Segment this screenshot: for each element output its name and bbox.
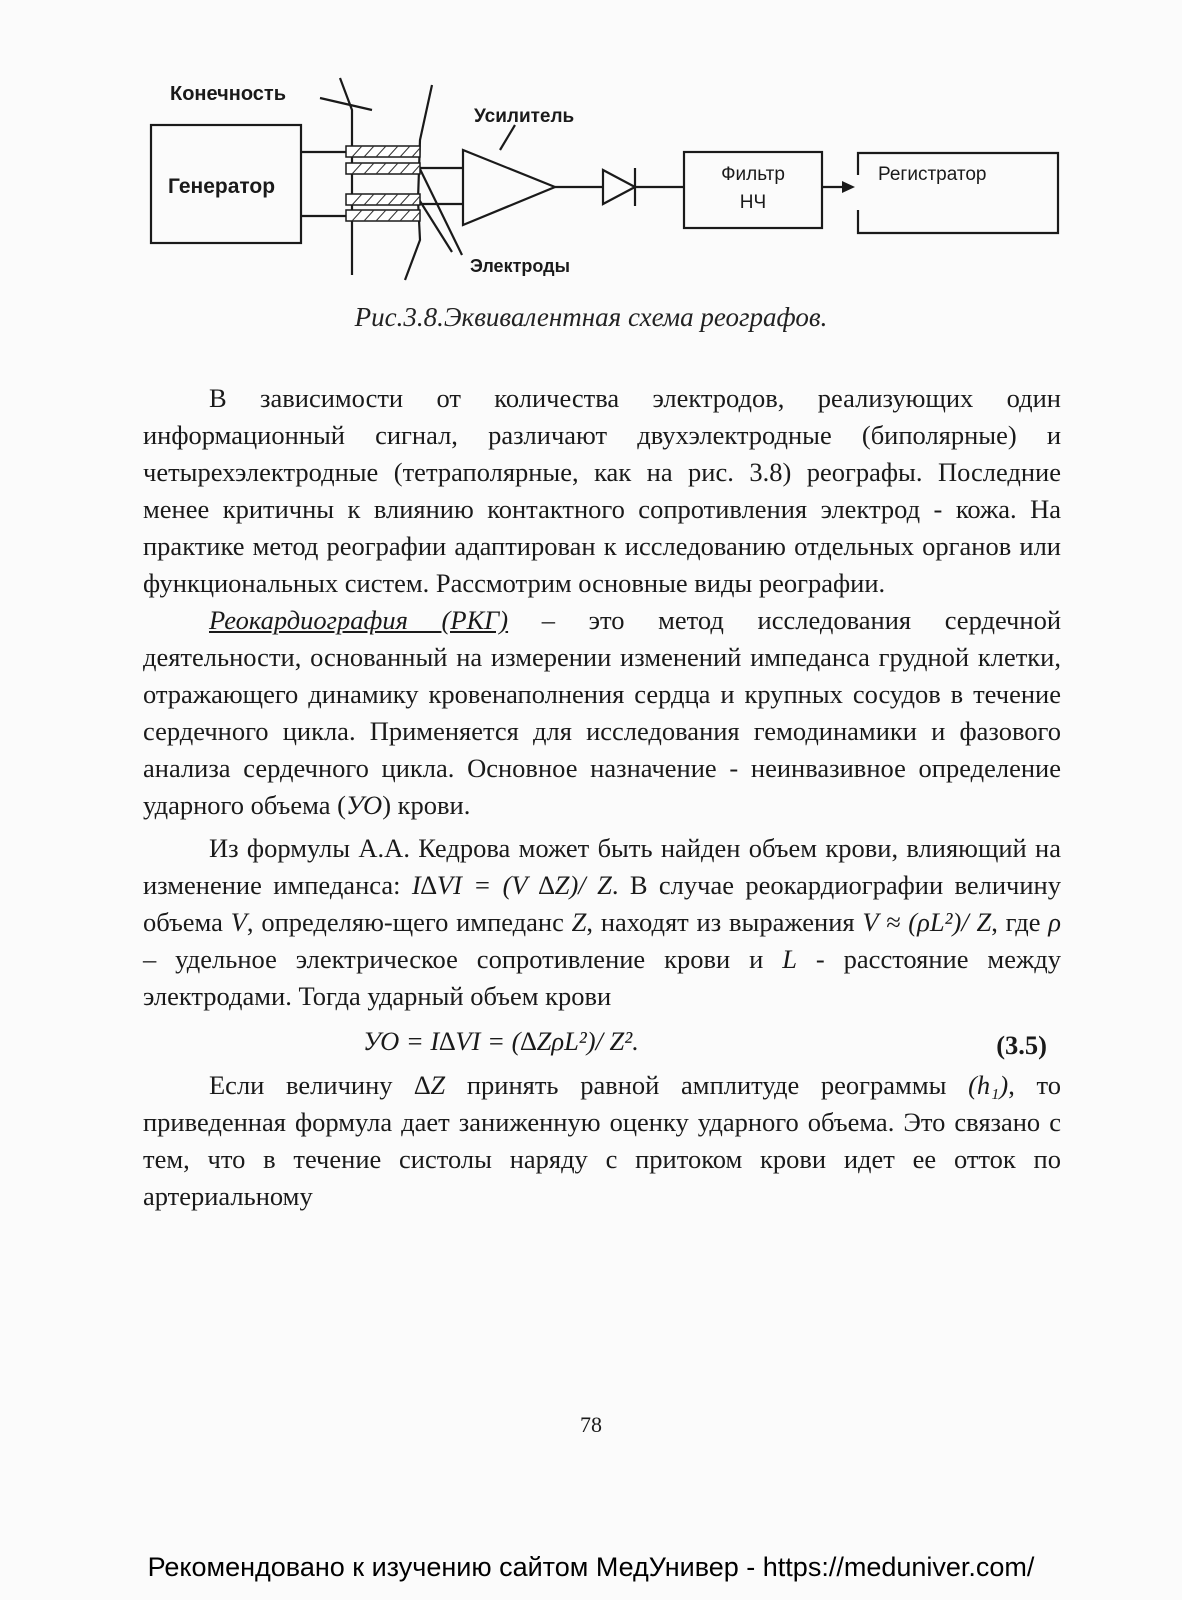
var-delta-z: ∆Z — [414, 1070, 446, 1100]
filter-label-line2: НЧ — [739, 192, 767, 213]
var-rho: ρ — [1048, 907, 1061, 937]
stroke-volume-formula: УО = I∆VI = (∆ZρL²)/ Z². — [363, 1026, 639, 1056]
p3-text-4: , находят из выражения — [586, 907, 863, 937]
recorder-label: Регистратор — [878, 164, 987, 185]
p4-text-3: , то приведенная формула дает заниженную оценку ударного объема. Это связано с тем, что в течение систолы наряду с притоком крови идет ее отток по артериальному — [143, 1070, 1062, 1211]
paragraph2-tail: ) крови. — [382, 790, 471, 820]
paragraph-rheocardiography — [143, 602, 1061, 824]
page-number: 78 — [580, 1412, 602, 1437]
diode-symbol — [603, 170, 635, 204]
paragraph-bipolar-tetrapolar: В зависимости от количества электродов, реализующих один информационный сигнал, различают двухэлектродные (биполярные) и четырехэлектродные (тетраполярные, как на рис. 3.8) реографы. Последние менее критичны к влиянию контактного сопротивления электрод - кожа. На практике метод реографии адаптирован к исследованию отдельных органов или функциональных систем. Рассмотрим основные виды реографии. — [143, 383, 1061, 598]
p3-text-7: - расстояние между электродами. Тогда ударный объем крови — [143, 944, 1061, 1011]
amplifier-symbol — [463, 150, 555, 225]
electrodes-label: Электроды — [470, 256, 570, 276]
electrodes — [346, 146, 420, 221]
var-h1: (h₁) — [968, 1070, 1009, 1100]
kedrov-formula: I∆VI = (V ∆Z)/ Z — [411, 870, 612, 900]
paragraph-kedrov-formula — [143, 830, 1061, 1015]
term-rheocardiography: Реокардиография (РКГ) — [209, 605, 509, 635]
p3-text-6: – удельное электрическое сопротивление крови и — [143, 944, 783, 974]
var-l: L — [782, 944, 797, 974]
p4-text-2: принять равной амплитуде реограммы — [445, 1070, 969, 1100]
p3-text-1: Из формулы А.А. Кедрова может быть найден объем крови, влияющий на изменение импеданса: — [143, 833, 1061, 900]
p3-text-2: . В случае реокардиографии величину объема — [143, 870, 1061, 937]
var-v: V — [230, 907, 247, 937]
body-text — [143, 380, 1061, 1215]
equation-3-5 — [143, 1023, 1061, 1067]
var-z: Z — [571, 907, 587, 937]
filter-label-line1: Фильтр — [721, 164, 785, 185]
paragraph2-text: – это метод исследования сердечной деятельности, основанный на измерении изменений импеданса грудной клетки, отражающего динамику кровенаполнения сердца и крупных сосудов в течение сердечного цикла. Применяется для исследования гемодинамики и фазового анализа сердечного цикла. Основное назначение - неинвазивное определение ударного объема ( — [143, 605, 1061, 820]
volume-formula: V ≈ (ρL²)/ Z — [862, 907, 992, 937]
p4-text-1: Если величину — [209, 1070, 415, 1100]
figure-caption: Рис.3.8.Эквивалентная схема реографов. — [354, 302, 828, 332]
generator-label: Генератор — [168, 175, 276, 198]
abbr-stroke-volume: УО — [345, 790, 383, 820]
p3-text-5: , где — [991, 907, 1049, 937]
equation-number: (3.5) — [996, 1030, 1047, 1060]
paragraph-amplitude — [143, 1067, 1061, 1215]
equivalent-circuit-diagram — [0, 0, 1182, 300]
p3-text-3: , определяю-щего импеданс — [246, 907, 572, 937]
footer-recommendation: Рекомендовано к изучению сайтом МедУнивер - https://meduniver.com/ — [147, 1552, 1035, 1582]
amplifier-label: Усилитель — [474, 106, 575, 127]
limb-label: Конечность — [170, 83, 286, 105]
